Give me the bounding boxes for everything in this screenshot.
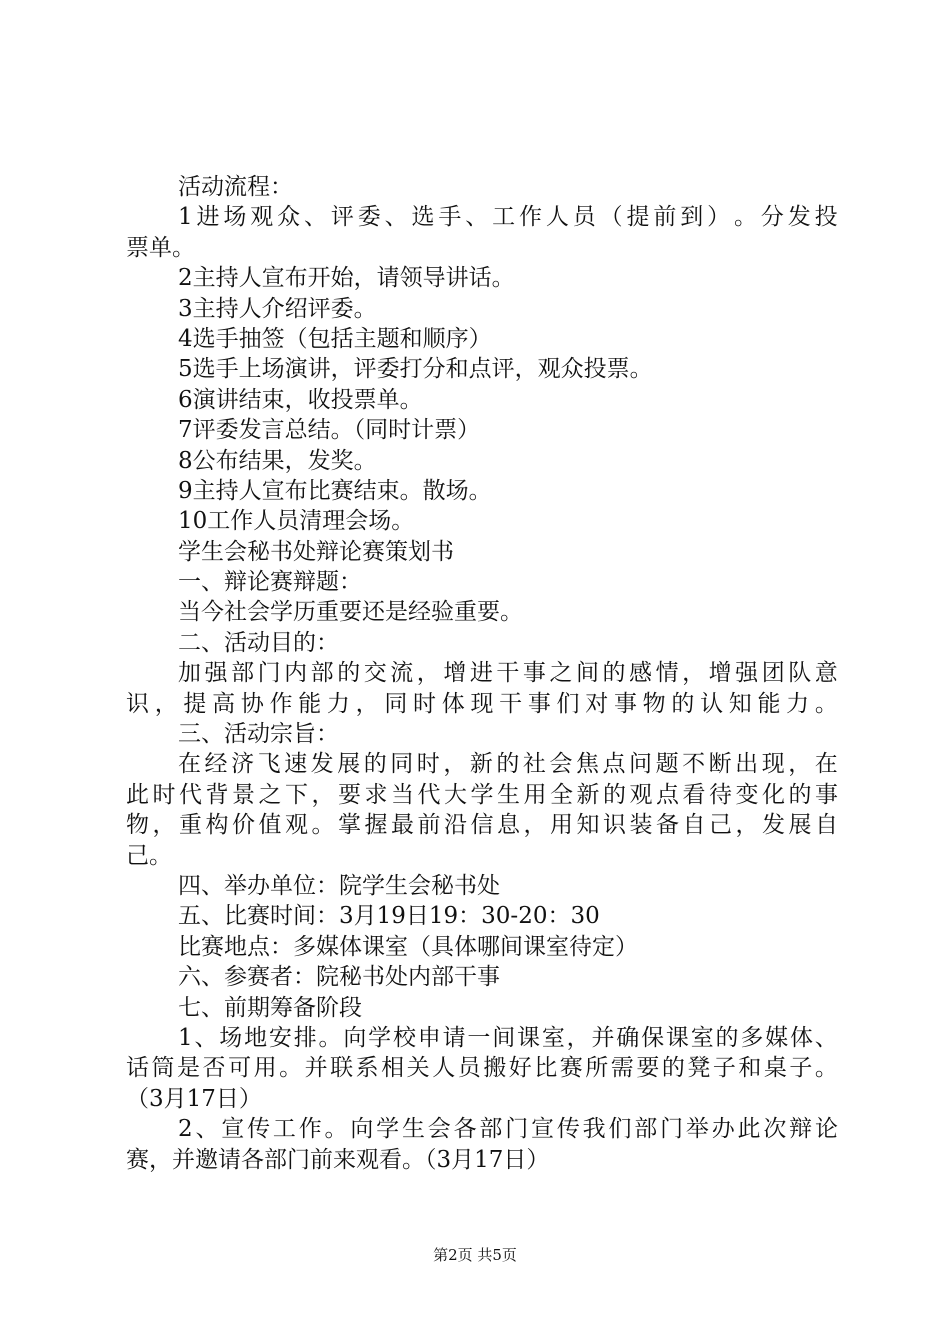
page-footer: 第2页 共5页 [433, 1246, 517, 1264]
text-line: 2主持人宣布开始，请领导讲话。 [178, 265, 515, 292]
text-line: 活动流程： [178, 174, 293, 200]
text-line: 7评委发言总结。（同时计票） [178, 417, 481, 444]
text-line: 一、辩论赛辩题： [178, 569, 362, 596]
text-line: 8公布结果，发奖。 [178, 447, 377, 474]
text-line: 9主持人宣布比赛结束。散场。 [178, 477, 492, 504]
text-line: 识 ， 提 高 协 作 能 力 ， 同 时 体 现 干 事 们 对 事 物 的 认 知 能 力 。 [126, 690, 838, 717]
text-line: 六、参赛者：院秘书处内部干事 [178, 964, 500, 991]
text-line: （3月17日） [126, 1085, 262, 1112]
text-line: 三、活动宗旨： [178, 721, 339, 748]
text-line: 4选手抽签（包括主题和顺序） [178, 325, 492, 352]
text-line: 二、活动目的： [178, 629, 339, 656]
text-line: 在 经 济 飞 速 发 展 的 同 时 ， 新 的 社 会 焦 点 问 题 不 断 出 现 ， 在 [178, 751, 838, 778]
text-line: 己。 [126, 842, 172, 869]
text-line: 七、前期筹备阶段 [178, 994, 362, 1021]
text-line: 5选手上场演讲，评委打分和点评，观众投票。 [178, 356, 653, 383]
text-line: 加 强 部 门 内 部 的 交 流 ， 增 进 干 事 之 间 的 感 情 ， 增 强 团 队 意 [178, 660, 838, 687]
text-line: 赛，并邀请各部门前来观看。（3月17日） [126, 1146, 550, 1173]
text-line: 四、举办单位：院学生会秘书处 [178, 872, 500, 899]
text-line: 3主持人介绍评委。 [178, 295, 377, 322]
text-line: 物 ， 重 构 价 值 观 。 掌 握 最 前 沿 信 息 ， 用 知 识 装 备 自 己 ， 发 展 自 [126, 812, 838, 839]
text-line: 学生会秘书处辩论赛策划书 [178, 538, 454, 565]
text-line: 票单。 [126, 234, 195, 261]
text-line: 10工作人员清理会场。 [178, 508, 415, 535]
text-line: 五、比赛时间：3月19日19：30-20：30 [178, 903, 600, 930]
text-line: 2 、 宣 传 工 作 。 向 学 生 会 各 部 门 宣 传 我 们 部 门 举 办 此 次 辩 论 [178, 1116, 838, 1143]
text-line: 1 、 场 地 安 排 。 向 学 校 申 请 一 间 课 室 ， 并 确 保 课 室 的 多 媒 体 、 [178, 1024, 838, 1051]
text-line: 1 进 场 观 众 、 评 委 、 选 手 、 工 作 人 员 （ 提 前 到 ） 。 分 发 投 [178, 204, 838, 231]
text-line: 当今社会学历重要还是经验重要。 [178, 599, 523, 626]
document-body [126, 172, 838, 1175]
text-line: 6演讲结束，收投票单。 [178, 386, 423, 413]
text-line: 比赛地点：多媒体课室（具体哪间课室待定） [178, 933, 638, 960]
text-line: 此 时 代 背 景 之 下 ， 要 求 当 代 大 学 生 用 全 新 的 观 点 看 待 变 化 的 事 [126, 781, 838, 808]
text-line: 话 筒 是 否 可 用 。 并 联 系 相 关 人 员 搬 好 比 赛 所 需 要 的 凳 子 和 桌 子 。 [126, 1055, 838, 1082]
